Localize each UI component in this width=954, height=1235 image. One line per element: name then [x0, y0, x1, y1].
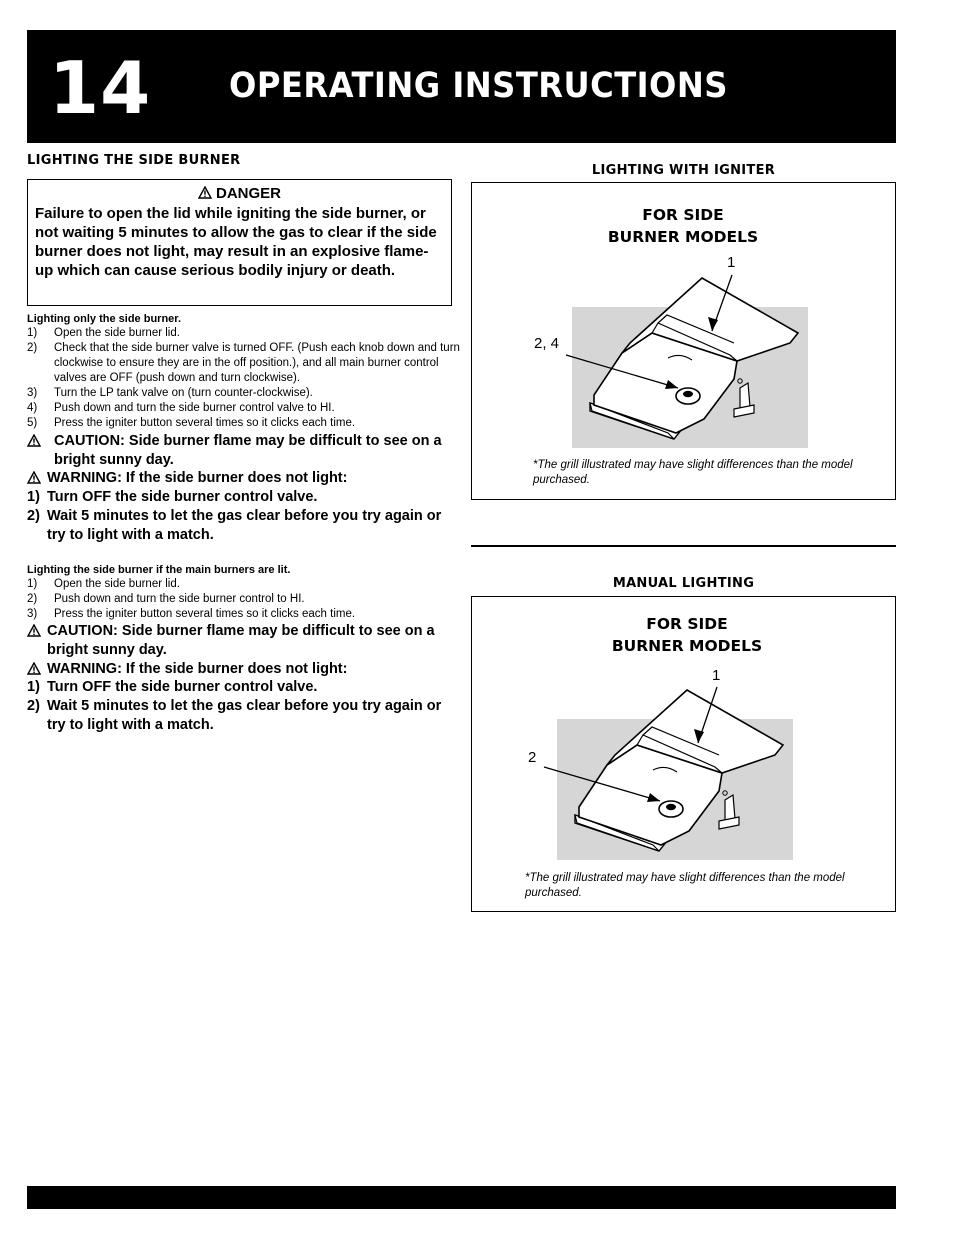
procedure-2-heading: Lighting the side burner if the main burners are lit. [27, 564, 291, 576]
header-bar [27, 30, 896, 143]
danger-box [27, 179, 452, 306]
figure-igniter-title: FOR SIDE BURNER MODELS [607, 206, 759, 246]
figure-manual-title: FOR SIDE BURNER MODELS [611, 615, 763, 655]
page-number: 14 [49, 46, 152, 130]
callout-knob: 2 [528, 749, 537, 766]
danger-label: DANGER [215, 185, 281, 202]
warning-triangle-icon [27, 662, 41, 675]
callout-lid: 1 [712, 667, 721, 684]
side-burner-illustration [472, 183, 895, 499]
procedure-1-heading: Lighting only the side burner. [27, 313, 182, 325]
side-burner-illustration [472, 597, 895, 911]
page-title: OPERATING INSTRUCTIONS [229, 66, 728, 106]
figure-igniter-box [471, 182, 896, 500]
warning-triangle-icon [198, 186, 212, 199]
section-heading-side-burner: LIGHTING THE SIDE BURNER [27, 153, 241, 168]
warning-triangle-icon [27, 471, 41, 484]
callout-lid: 1 [727, 254, 736, 271]
danger-title [28, 185, 451, 203]
warning-triangle-icon [27, 624, 41, 637]
section-heading-igniter: LIGHTING WITH IGNITER [591, 163, 776, 178]
figure-manual-box [471, 596, 896, 912]
figure-manual-note: *The grill illustrated may have slight differences than the model purchased. [525, 872, 845, 899]
section-heading-manual: MANUAL LIGHTING [612, 576, 755, 591]
footer-bar [27, 1186, 896, 1209]
danger-text: Failure to open the lid while igniting the side burner, or not waiting 5 minutes to allow the gas to clear if the side burner does not light, may result in an explosive flame-up which can cause serious bodily injury or death. [35, 205, 437, 279]
warning-triangle-icon [27, 434, 41, 447]
figure-igniter-note: *The grill illustrated may have slight differences than the model purchased. [533, 459, 853, 486]
section-divider [471, 545, 896, 547]
callout-knob: 2, 4 [534, 335, 560, 352]
